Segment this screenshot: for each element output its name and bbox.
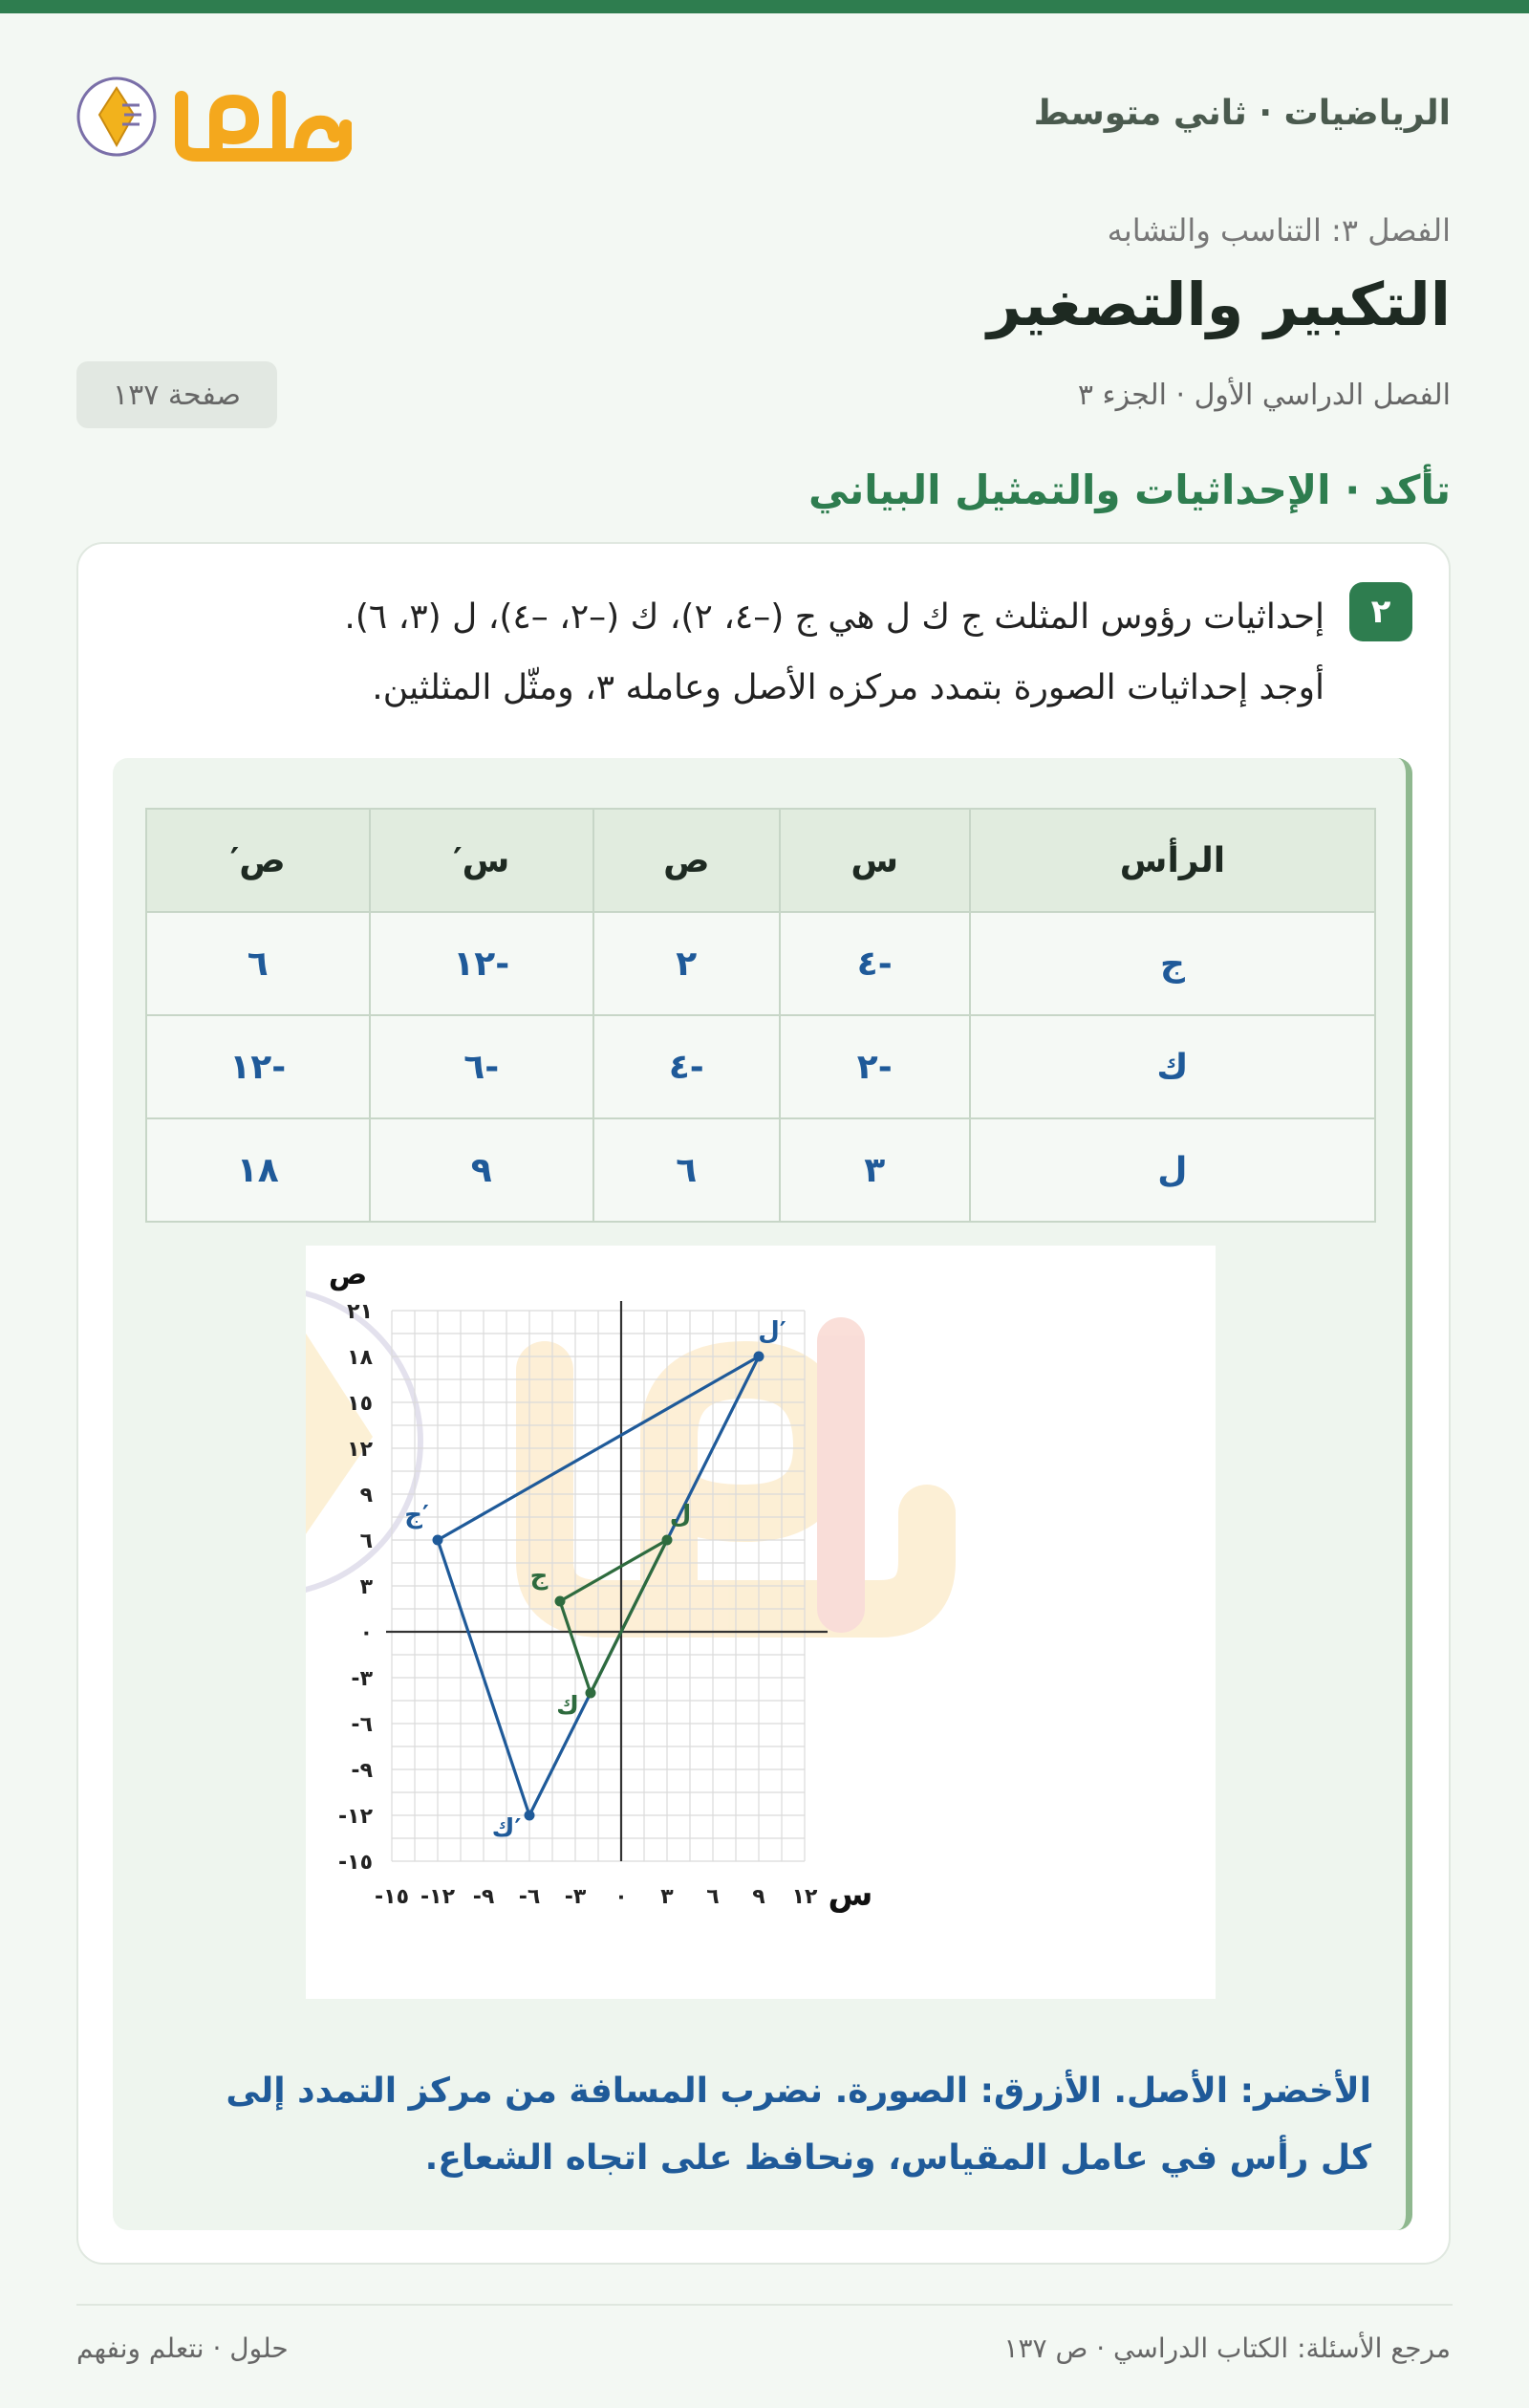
graph-canvas: [306, 1246, 1216, 1999]
image-vertex-label: ل′: [758, 1317, 786, 1346]
footer-brand: حلول · نتعلم ونفهم: [76, 2332, 289, 2364]
x-tick-label: ٠: [614, 1885, 628, 1909]
y-tick-label: ٩: [359, 1484, 373, 1508]
table-cell: ل: [970, 1118, 1375, 1222]
table-header-row: [146, 809, 1375, 912]
table-cell: ج: [970, 912, 1375, 1015]
table-header-cell: ص′: [146, 809, 370, 912]
term-label: الفصل الدراسي الأول · الجزء ٣: [1077, 379, 1451, 412]
y-tick-label: -٦: [351, 1713, 373, 1737]
y-axis-label: ص: [328, 1258, 368, 1291]
y-tick-label: ١٢: [347, 1438, 373, 1462]
chapter-label: الفصل ٣: التناسب والتشابه: [1107, 212, 1451, 249]
x-tick-label: ٣: [660, 1885, 674, 1909]
table-row: [146, 1118, 1375, 1222]
hulul-logo: [75, 59, 352, 174]
section-heading: تأكد · الإحداثيات والتمثيل البياني: [808, 466, 1451, 513]
image-vertex-point: [433, 1535, 443, 1546]
y-tick-label: ٦: [359, 1529, 373, 1553]
table-cell: ٦: [593, 1118, 780, 1222]
table-cell: -١٢: [370, 912, 593, 1015]
original-vertex-label: ك: [556, 1692, 579, 1721]
footer-divider: [76, 2304, 1453, 2306]
y-tick-label: -١٥: [338, 1851, 373, 1875]
y-tick-label: ١٨: [347, 1346, 373, 1370]
table-row: [146, 912, 1375, 1015]
x-tick-label: -٦: [518, 1885, 541, 1909]
top-accent-bar: [0, 0, 1529, 13]
y-tick-label: -٩: [351, 1759, 373, 1783]
page-badge: صفحة ١٣٧: [76, 361, 277, 428]
subject-label: الرياضيات · ثاني متوسط: [1033, 94, 1451, 133]
table-cell: ٦: [146, 912, 370, 1015]
table-cell: ك: [970, 1015, 1375, 1118]
x-tick-label: ١٢: [791, 1885, 818, 1909]
table-cell: ٣: [780, 1118, 970, 1222]
image-vertex-label: ج′: [404, 1501, 429, 1529]
x-tick-label: -١٥: [375, 1885, 409, 1909]
table-header-cell: ص: [593, 809, 780, 912]
image-vertex-point: [754, 1352, 764, 1362]
watermark-logo: [306, 1274, 927, 1609]
original-vertex-point: [662, 1535, 673, 1546]
original-vertex-point: [555, 1596, 566, 1607]
original-vertex-label: ل: [669, 1501, 692, 1529]
question-text-line-1: إحداثيات رؤوس المثلث ج ك ل هي ج (–٤، ٢)، ك (–٢، –٤)، ل (٣، ٦).: [344, 597, 1324, 637]
coordinate-graph: [306, 1246, 1216, 1999]
explanation-note: الأخضر: الأصل. الأزرق: الصورة. نضرب المسافة من مركز التمدد إلى كل رأس في عامل المقياس، ونحافظ على اتجاه الشعاع.: [226, 2072, 1371, 2178]
coordinates-table: [145, 808, 1376, 1223]
table-cell: -١٢: [146, 1015, 370, 1118]
x-tick-label: -٣: [564, 1885, 587, 1909]
image-vertex-point: [525, 1811, 535, 1821]
table-cell: ٩: [370, 1118, 593, 1222]
y-tick-label: ٢١: [347, 1300, 373, 1324]
original-vertex-point: [586, 1688, 596, 1699]
x-tick-label: -٩: [472, 1885, 495, 1909]
x-tick-label: ٦: [706, 1885, 720, 1909]
y-tick-label: -٣: [351, 1667, 373, 1691]
table-cell: ٢: [593, 912, 780, 1015]
table-cell: -٢: [780, 1015, 970, 1118]
table-cell: ١٨: [146, 1118, 370, 1222]
x-axis-label: س: [828, 1876, 873, 1914]
y-tick-label: ٠: [359, 1621, 373, 1645]
x-tick-label: ٩: [752, 1885, 765, 1909]
footer-reference: مرجع الأسئلة: الكتاب الدراسي · ص ١٣٧: [1003, 2332, 1451, 2364]
table-cell: -٤: [593, 1015, 780, 1118]
question-card: [76, 542, 1451, 2265]
table-header-cell: الرأس: [970, 809, 1375, 912]
table-cell: -٦: [370, 1015, 593, 1118]
y-tick-label: -١٢: [338, 1805, 373, 1829]
image-vertex-label: ك′: [491, 1814, 522, 1843]
table-header-cell: س′: [370, 809, 593, 912]
y-tick-label: ١٥: [347, 1392, 373, 1416]
question-number: ٢: [1349, 582, 1412, 641]
table-row: [146, 1015, 1375, 1118]
answer-panel: [113, 758, 1412, 2230]
original-vertex-label: ج: [529, 1562, 549, 1591]
lesson-title: التكبير والتصغير: [986, 270, 1451, 339]
question-text-line-2: أوجد إحداثيات الصورة بتمدد مركزه الأصل وعامله ٣، ومثّل المثلثين.: [372, 668, 1324, 707]
table-header-cell: س: [780, 809, 970, 912]
table-cell: -٤: [780, 912, 970, 1015]
y-tick-label: ٣: [359, 1575, 373, 1599]
x-tick-label: -١٢: [420, 1885, 455, 1909]
